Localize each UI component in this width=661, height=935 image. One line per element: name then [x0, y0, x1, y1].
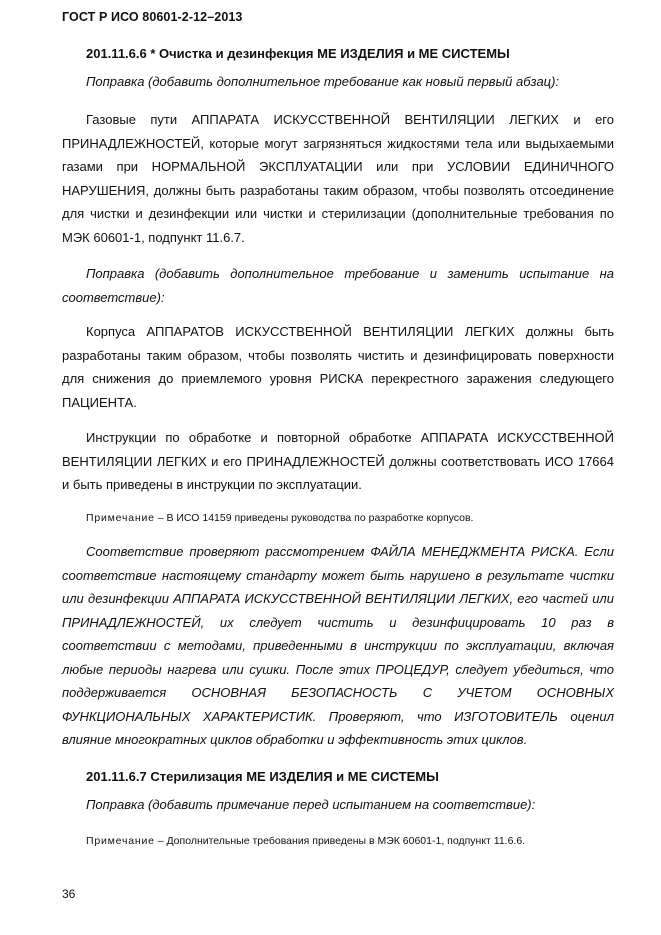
note-label: Примечание	[86, 512, 155, 524]
amendment-instruction-2: Поправка (добавить дополнительное требование и заменить испытание на соответствие):	[62, 266, 614, 305]
document-header: ГОСТ Р ИСО 80601-2-12–2013	[62, 10, 243, 24]
compliance-check-text: Соответствие проверяют рассмотрением ФАЙЛА МЕНЕДЖМЕНТА РИСКА. Если соответствие настоящему стандарту может быть нарушено в результате чистки или дезинфекции АППАРАТА ИСКУССТВЕННОЙ ВЕНТИЛЯЦИИ ЛЕГКИХ, его частей или ПРИНАДЛЕЖНОСТЕЙ, их следует чистить и дезинфицировать 10 раз в соответствии с методами, приведенными в инструкции по эксплуатации, включая любые периоды нагрева или сушки. После этих ПРОЦЕДУР, следует убедиться, что поддерживается ОСНОВНАЯ БЕЗОПАСНОСТЬ С УЧЕТОМ ОСНОВНЫХ ФУНКЦИОНАЛЬНЫХ ХАРАКТЕРИСТИК. Проверяют, что ИЗГОТОВИТЕЛЬ оценил влияние многократных циклов обработки и эффективность этих циклов.	[62, 544, 614, 747]
paragraph-instructions: Инструкции по обработке и повторной обработке АППАРАТА ИСКУССТВЕННОЙ ВЕНТИЛЯЦИИ ЛЕГКИХ и его ПРИНАДЛЕЖНОСТЕЙ должны соответствовать ИСО 17664 и быть приведены в инструкции по эксплуатации.	[62, 430, 614, 492]
amendment-instruction-3: Поправка (добавить примечание перед испытанием на соответствие):	[86, 797, 536, 812]
note-text: – Дополнительные требования приведены в МЭК 60601-1, подпункт 11.6.6.	[154, 835, 526, 847]
page-number: 36	[62, 887, 76, 901]
section-heading-sterilization: 201.11.6.7 Стерилизация МЕ ИЗДЕЛИЯ и МЕ СИСТЕМЫ	[86, 769, 439, 784]
paragraph-gas-paths: Газовые пути АППАРАТА ИСКУССТВЕННОЙ ВЕНТИЛЯЦИИ ЛЕГКИХ и его ПРИНАДЛЕЖНОСТЕЙ, которые могут загрязняться жидкостями тела или выдыхаемыми газами при НОРМАЛЬНОЙ ЭКСПЛУАТАЦИИ или при УСЛОВИИ ЕДИНИЧНОГО НАРУШЕНИЯ, должны быть разработаны таким образом, чтобы позволять отсоединение для чистки и дезинфекции или чистки и стерилизации (дополнительные требования по МЭК 60601-1, подпункт 11.6.7.	[62, 112, 614, 245]
paragraph-enclosures: Корпуса АППАРАТОВ ИСКУССТВЕННОЙ ВЕНТИЛЯЦИИ ЛЕГКИХ должны быть разработаны таким образом, чтобы позволять чистить и дезинфицировать поверхности для снижения до приемлемого уровня РИСКА перекрестного заражения следующего ПАЦИЕНТА.	[62, 324, 614, 410]
note-label: Примечание	[86, 835, 155, 847]
note-enclosures	[86, 510, 614, 526]
note-sterilization	[86, 833, 614, 849]
section-heading-cleaning: 201.11.6.6 * Очистка и дезинфекция МЕ ИЗДЕЛИЯ и МЕ СИСТЕМЫ	[86, 46, 510, 61]
amendment-instruction-1: Поправка (добавить дополнительное требование как новый первый абзац):	[86, 74, 560, 89]
note-text: – В ИСО 14159 приведены руководства по разработке корпусов.	[154, 512, 474, 524]
